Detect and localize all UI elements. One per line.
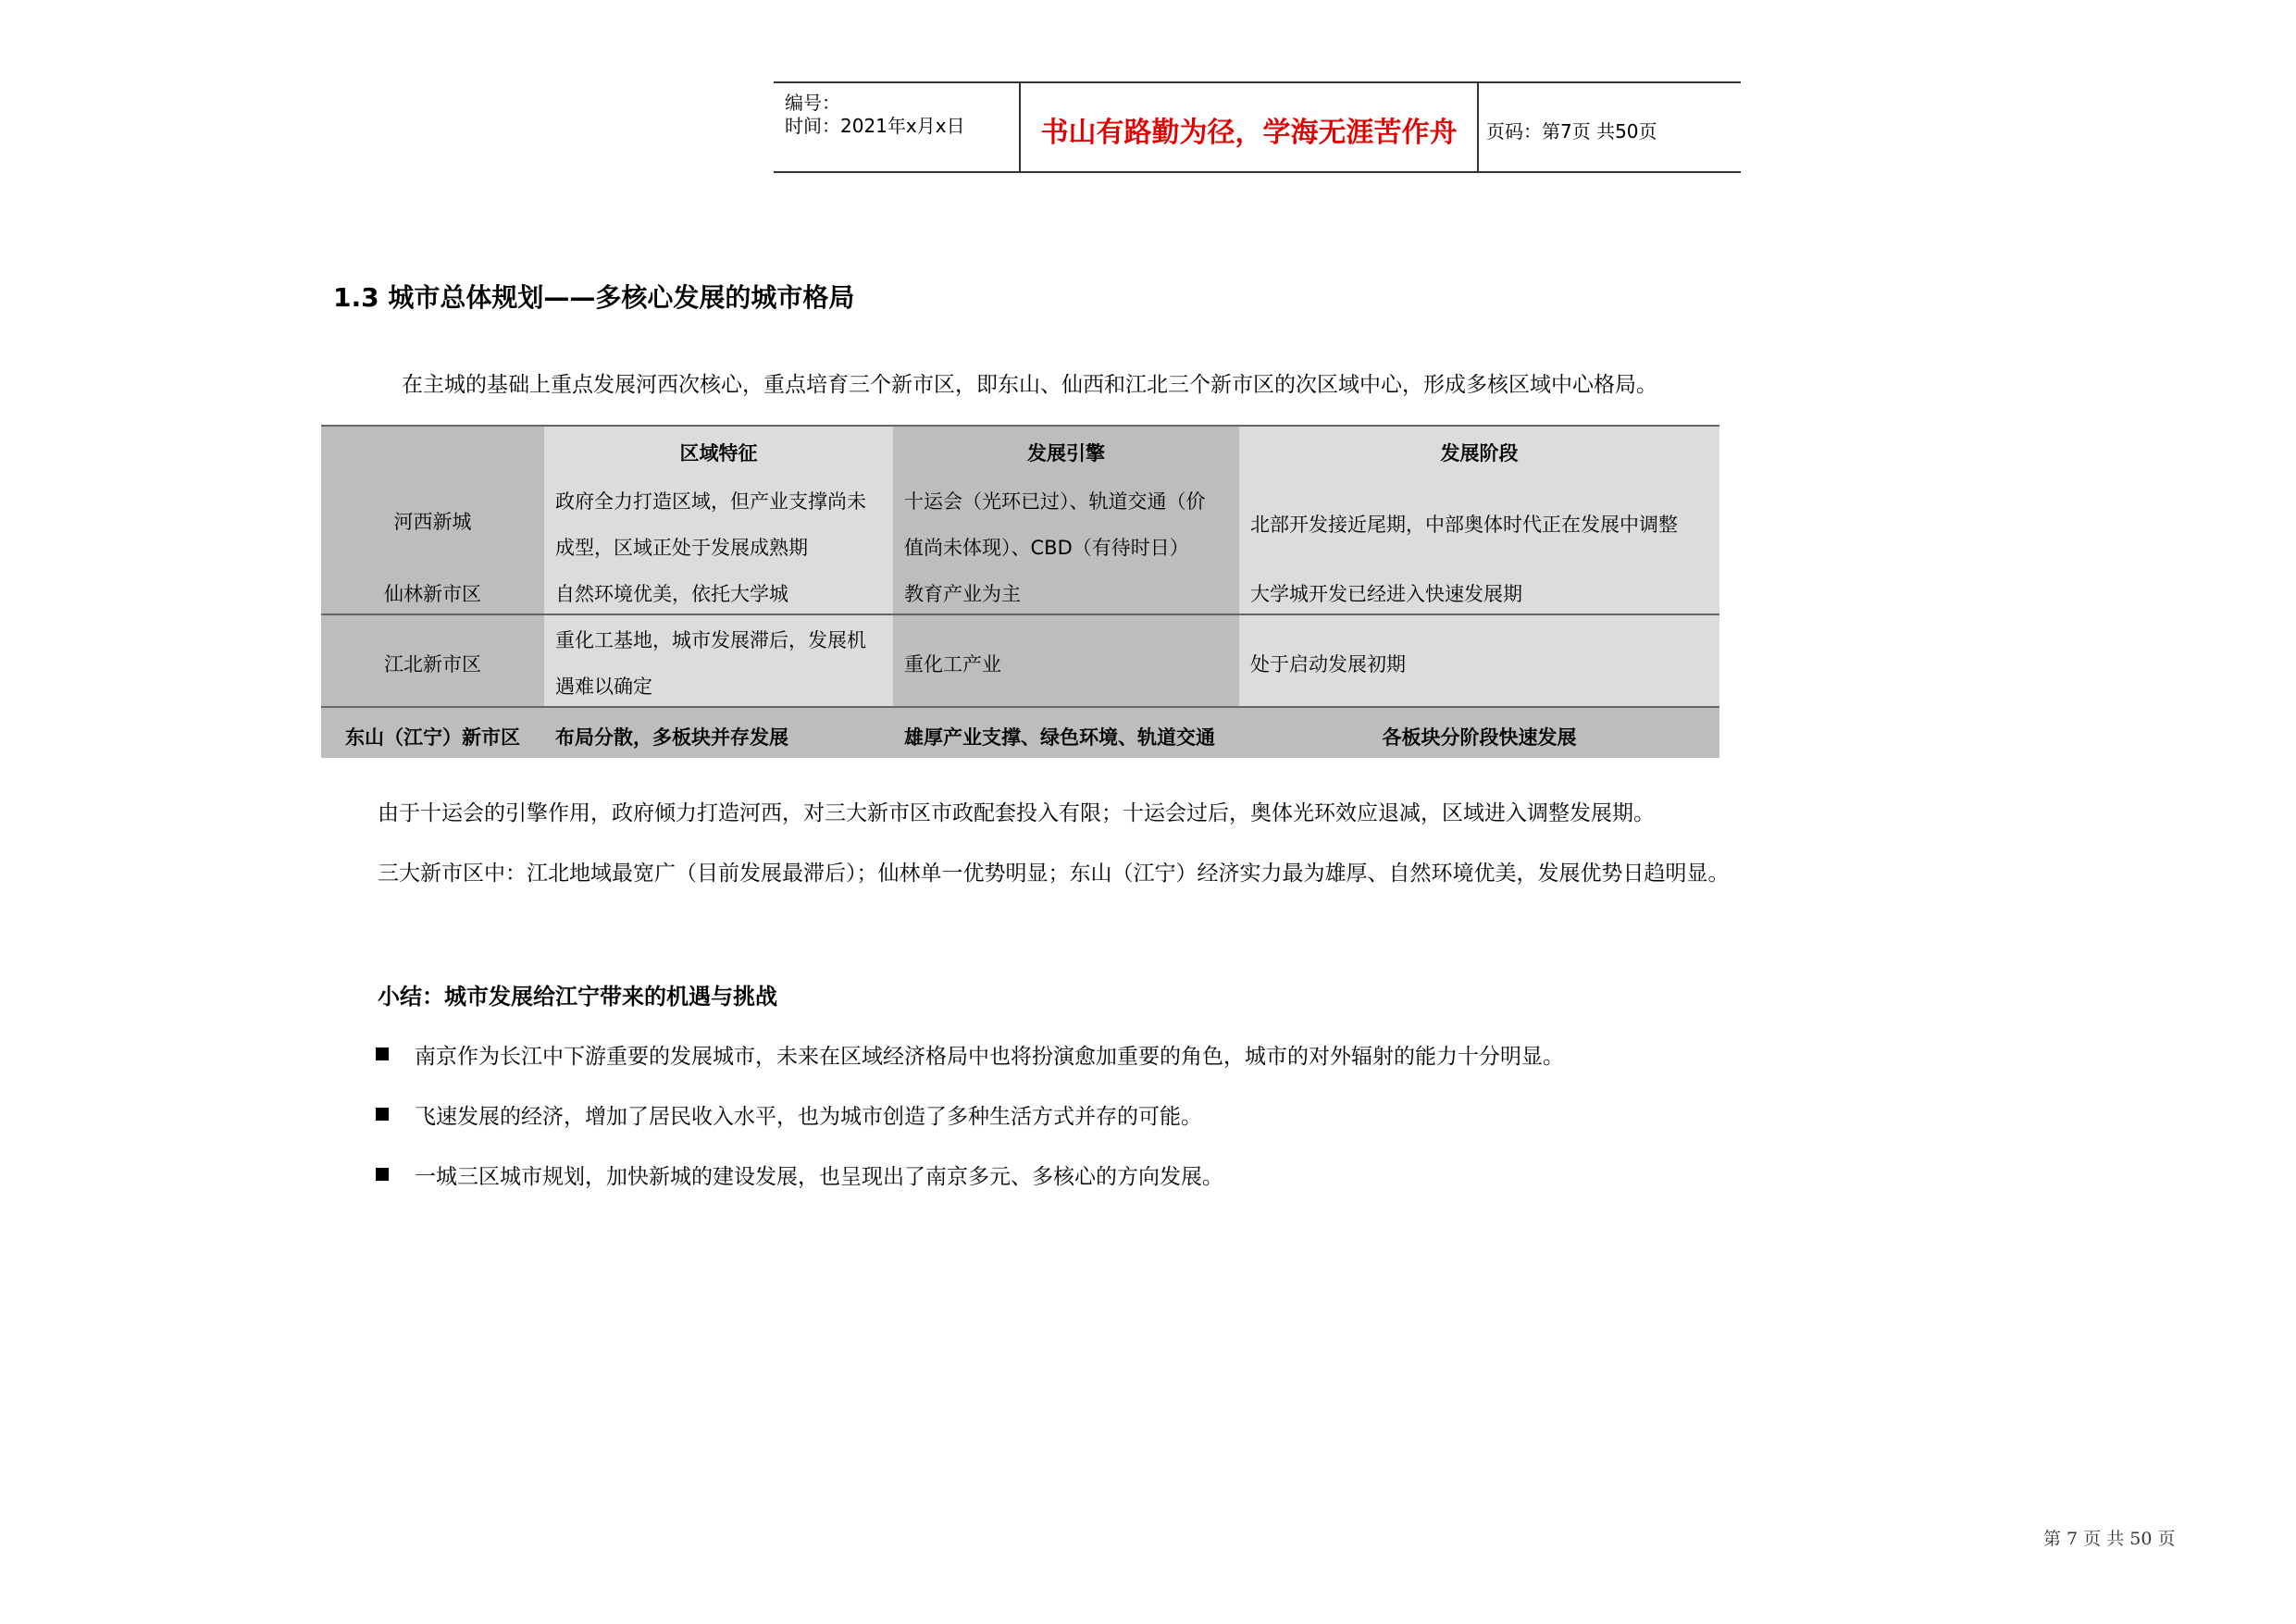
square-bullet-icon bbox=[376, 1168, 389, 1181]
stage-cell: 北部开发接近尾期，中部奥体时代正在发展中调整 大学城开发已经进入快速发展期 bbox=[1239, 473, 1719, 614]
header-date-label: 时间：2021年x月x日 bbox=[785, 115, 965, 137]
paragraph: 由于十运会的引擎作用，政府倾力打造河西，对三大新市区市政配套投入有限；十运会过后，奥体光环效应退减，区域进入调整发展期。 bbox=[378, 801, 1655, 825]
table-divider bbox=[321, 614, 1719, 615]
table-row bbox=[321, 473, 544, 614]
header-motto-cell bbox=[1019, 83, 1479, 171]
header-number-label: 编号： bbox=[785, 92, 840, 114]
header-page-label: 页码：第7页 共50页 bbox=[1486, 120, 1657, 143]
table-header-engine: 发展引擎 bbox=[893, 425, 1239, 473]
paragraph: 三大新市区中：江北地域最宽广（目前发展最滞后）；仙林单一优势明显；东山（江宁）经济实力最为雄厚、自然环境优美，发展优势日趋明显。 bbox=[378, 862, 1730, 886]
header-page-cell bbox=[1477, 83, 1741, 171]
summary-title: 小结：城市发展给江宁带来的机遇与挑战 bbox=[378, 984, 777, 1010]
table-header-stage: 发展阶段 bbox=[1239, 425, 1719, 473]
section-title: 1.3 城市总体规划——多核心发展的城市格局 bbox=[333, 282, 855, 313]
feature-cell: 重化工基地，城市发展滞后，发展机 遇难以确定 bbox=[544, 614, 893, 707]
table-row: 东山（江宁）新市区 布局分散，多板块并存发展 雄厚产业支撑、绿色环境、轨道交通 各板块分阶段快速发展 bbox=[321, 707, 1719, 758]
header-motto: 书山有路勤为径，学海无涯苦作舟 bbox=[1040, 117, 1458, 149]
stage-cell: 处于启动发展初期 bbox=[1239, 614, 1719, 707]
engine-cell: 重化工产业 bbox=[893, 614, 1239, 707]
region-table bbox=[321, 425, 1719, 758]
region-jiangbei: 江北新市区 bbox=[384, 653, 481, 676]
page-header bbox=[774, 81, 1741, 173]
table-row bbox=[321, 614, 544, 707]
region-xianlin: 仙林新市区 bbox=[384, 583, 481, 605]
intro-paragraph: 在主城的基础上重点发展河西次核心，重点培育三个新市区，即东山、仙西和江北三个新市区的次区域中心，形成多核区域中心格局。 bbox=[402, 373, 1657, 397]
header-meta-cell bbox=[774, 83, 1019, 171]
page-footer: 第 7 页 共 50 页 bbox=[2043, 1529, 2176, 1549]
table-divider bbox=[321, 425, 1719, 427]
feature-cell: 政府全力打造区域，但产业支撑尚未 成型，区域正处于发展成熟期 自然环境优美，依托大学城 bbox=[544, 473, 893, 614]
table-divider bbox=[321, 706, 1719, 708]
list-item: 一城三区城市规划，加快新城的建设发展，也呈现出了南京多元、多核心的方向发展。 bbox=[376, 1159, 1223, 1190]
table-header-empty bbox=[321, 425, 544, 473]
list-item: 南京作为长江中下游重要的发展城市，未来在区域经济格局中也将扮演愈加重要的角色，城市的对外辐射的能力十分明显。 bbox=[376, 1039, 1564, 1070]
table-header-feature: 区域特征 bbox=[544, 425, 893, 473]
square-bullet-icon bbox=[376, 1108, 389, 1121]
region-hexi: 河西新城 bbox=[393, 511, 472, 533]
engine-cell: 十运会（光环已过）、轨道交通（价 值尚未体现）、CBD（有待时日） 教育产业为主 bbox=[893, 473, 1239, 614]
list-item: 飞速发展的经济，增加了居民收入水平，也为城市创造了多种生活方式并存的可能。 bbox=[376, 1099, 1202, 1130]
region-dongshan: 东山（江宁）新市区 bbox=[345, 726, 520, 749]
square-bullet-icon bbox=[376, 1048, 389, 1060]
